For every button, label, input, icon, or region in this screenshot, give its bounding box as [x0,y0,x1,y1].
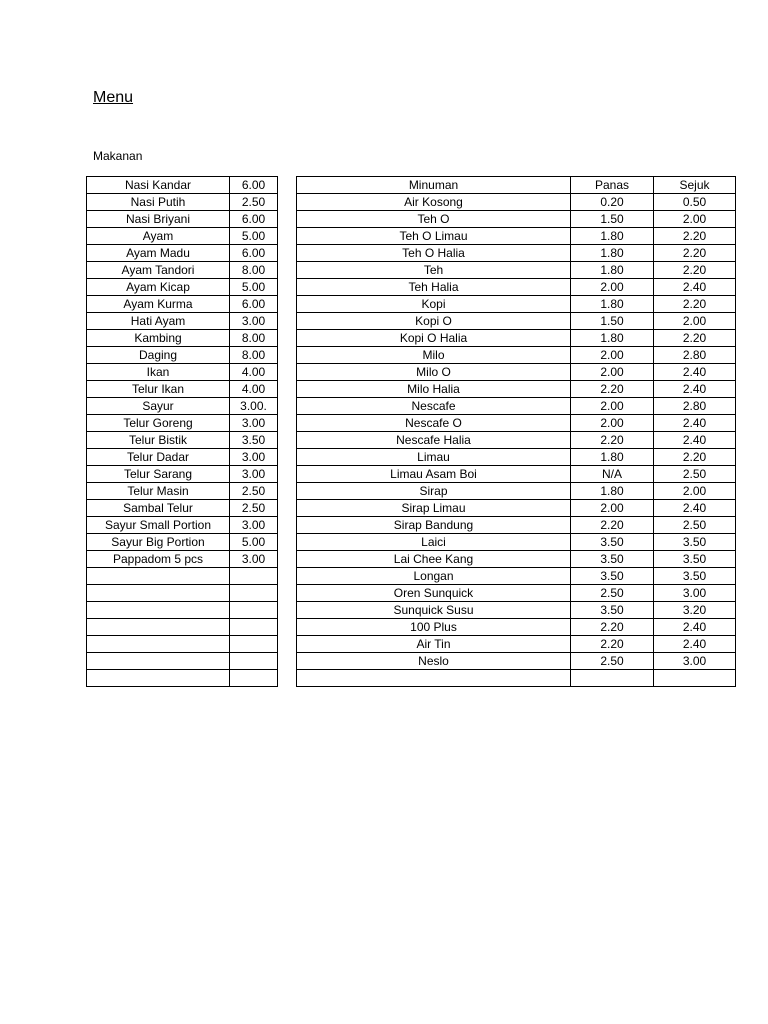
food-price: 6.00 [230,296,278,313]
drink-price-hot [571,670,654,687]
drink-name: Milo [297,347,571,364]
food-name: Daging [87,347,230,364]
drink-name: Teh O [297,211,571,228]
food-price: 3.00 [230,449,278,466]
food-row [87,551,278,568]
drink-price-cold: 2.50 [654,517,736,534]
food-price: 3.00 [230,415,278,432]
drink-row [297,279,736,296]
food-name: Ayam Kurma [87,296,230,313]
section-title-makanan: Makanan [93,149,143,163]
food-price: 6.00 [230,211,278,228]
drink-row [297,432,736,449]
drink-row [297,585,736,602]
food-name: Sayur [87,398,230,415]
drink-name: Sirap [297,483,571,500]
drink-price-cold: 2.20 [654,330,736,347]
drink-name: Laici [297,534,571,551]
food-name: Nasi Briyani [87,211,230,228]
drink-price-cold: 3.00 [654,653,736,670]
food-price: 8.00 [230,262,278,279]
drink-row [297,313,736,330]
food-row [87,262,278,279]
food-row [87,619,278,636]
header-panas: Panas [571,177,654,194]
drink-price-cold: 0.50 [654,194,736,211]
drink-name: Air Kosong [297,194,571,211]
drink-row [297,653,736,670]
drink-price-cold: 2.20 [654,449,736,466]
drink-price-hot: N/A [571,466,654,483]
food-price [230,670,278,687]
food-row [87,602,278,619]
drink-row [297,517,736,534]
drink-price-hot: 1.80 [571,296,654,313]
food-price: 2.50 [230,483,278,500]
drink-price-hot: 1.80 [571,245,654,262]
drink-price-cold: 2.40 [654,619,736,636]
food-row [87,449,278,466]
drink-price-hot: 1.80 [571,262,654,279]
header-sejuk: Sejuk [654,177,736,194]
drink-row [297,415,736,432]
food-name [87,602,230,619]
drink-price-hot: 2.00 [571,415,654,432]
page-title: Menu [93,89,134,106]
food-name: Ayam Kicap [87,279,230,296]
drink-price-hot: 2.00 [571,279,654,296]
food-price: 8.00 [230,330,278,347]
food-name: Telur Ikan [87,381,230,398]
food-row [87,296,278,313]
food-price [230,636,278,653]
drink-row [297,602,736,619]
drink-price-cold: 2.20 [654,228,736,245]
food-name [87,568,230,585]
food-name [87,636,230,653]
drink-name: Teh O Limau [297,228,571,245]
food-price: 3.50 [230,432,278,449]
drink-name: Kopi [297,296,571,313]
drink-price-hot: 1.50 [571,211,654,228]
drink-name: Sunquick Susu [297,602,571,619]
drink-price-hot: 2.20 [571,619,654,636]
food-price [230,653,278,670]
food-name: Sayur Small Portion [87,517,230,534]
drink-price-hot: 1.50 [571,313,654,330]
food-row [87,347,278,364]
food-row [87,432,278,449]
food-price: 6.00 [230,245,278,262]
drink-row [297,364,736,381]
drink-price-cold: 2.50 [654,466,736,483]
food-name: Sayur Big Portion [87,534,230,551]
drink-row [297,636,736,653]
drink-name: Teh [297,262,571,279]
drink-row [297,568,736,585]
drink-price-cold: 2.00 [654,211,736,228]
drink-name: Milo O [297,364,571,381]
drink-price-hot: 3.50 [571,602,654,619]
food-row [87,177,278,194]
food-name: Pappadom 5 pcs [87,551,230,568]
drink-row [297,534,736,551]
drink-price-cold: 2.40 [654,500,736,517]
food-price: 3.00 [230,466,278,483]
food-name: Ayam Madu [87,245,230,262]
food-price: 3.00 [230,313,278,330]
food-price: 8.00 [230,347,278,364]
drink-row [297,228,736,245]
food-name: Nasi Kandar [87,177,230,194]
drink-price-cold: 3.50 [654,568,736,585]
food-row [87,415,278,432]
food-price [230,602,278,619]
drink-price-cold: 2.20 [654,262,736,279]
food-name: Telur Dadar [87,449,230,466]
drink-name: Limau [297,449,571,466]
drink-price-hot: 1.80 [571,483,654,500]
drink-row [297,398,736,415]
drink-price-cold: 2.40 [654,636,736,653]
drink-price-hot: 2.50 [571,653,654,670]
food-row [87,330,278,347]
drink-price-cold: 2.80 [654,398,736,415]
food-table [86,176,278,687]
drink-name: Sirap Bandung [297,517,571,534]
drink-price-hot: 1.80 [571,330,654,347]
drink-price-cold: 2.40 [654,279,736,296]
food-price: 4.00 [230,381,278,398]
food-row [87,228,278,245]
food-row [87,398,278,415]
drink-row [297,670,736,687]
drink-price-hot: 2.00 [571,347,654,364]
drink-price-hot: 1.80 [571,449,654,466]
food-price: 2.50 [230,500,278,517]
drink-price-cold: 3.20 [654,602,736,619]
food-price [230,585,278,602]
food-price: 5.00 [230,228,278,245]
drink-row [297,500,736,517]
food-row [87,194,278,211]
drink-price-cold: 2.40 [654,381,736,398]
drink-name: Limau Asam Boi [297,466,571,483]
food-row [87,245,278,262]
food-price: 2.50 [230,194,278,211]
drink-row [297,483,736,500]
drink-price-cold: 2.00 [654,313,736,330]
food-row [87,653,278,670]
food-row [87,517,278,534]
drink-price-hot: 2.50 [571,585,654,602]
drink-row [297,551,736,568]
food-name [87,619,230,636]
drink-name: Milo Halia [297,381,571,398]
drink-row [297,296,736,313]
food-name: Hati Ayam [87,313,230,330]
drinks-header-row [297,177,736,194]
drink-price-cold: 2.00 [654,483,736,500]
drink-price-cold: 2.40 [654,415,736,432]
food-name: Telur Goreng [87,415,230,432]
drink-price-cold: 2.20 [654,245,736,262]
drink-price-hot: 3.50 [571,551,654,568]
food-row [87,500,278,517]
drink-price-cold: 2.80 [654,347,736,364]
drink-price-hot: 2.20 [571,381,654,398]
drink-price-cold: 2.20 [654,296,736,313]
food-name: Ikan [87,364,230,381]
drink-name: Nescafe Halia [297,432,571,449]
header-minuman: Minuman [297,177,571,194]
drink-row [297,449,736,466]
drink-row [297,245,736,262]
drink-price-hot: 3.50 [571,568,654,585]
food-price: 3.00. [230,398,278,415]
drink-row [297,194,736,211]
drink-price-cold: 2.40 [654,364,736,381]
food-row [87,313,278,330]
drink-price-hot: 0.20 [571,194,654,211]
drink-name: Nescafe [297,398,571,415]
drink-name: Kopi O [297,313,571,330]
food-price [230,619,278,636]
food-row [87,534,278,551]
drink-row [297,211,736,228]
drink-row [297,262,736,279]
food-name [87,653,230,670]
drink-price-cold: 3.50 [654,551,736,568]
drink-price-hot: 2.00 [571,500,654,517]
drink-price-cold [654,670,736,687]
drinks-table [296,176,736,687]
drink-name: Sirap Limau [297,500,571,517]
drink-price-cold: 3.50 [654,534,736,551]
drink-price-cold: 2.40 [654,432,736,449]
food-price: 5.00 [230,279,278,296]
food-price: 3.00 [230,551,278,568]
drink-name: Lai Chee Kang [297,551,571,568]
food-row [87,381,278,398]
drink-name: Longan [297,568,571,585]
food-name: Telur Sarang [87,466,230,483]
drink-name: Kopi O Halia [297,330,571,347]
drink-price-hot: 2.20 [571,517,654,534]
food-name [87,670,230,687]
drink-price-hot: 2.20 [571,432,654,449]
food-row [87,568,278,585]
food-row [87,279,278,296]
food-name: Kambing [87,330,230,347]
drink-name [297,670,571,687]
drink-name: Air Tin [297,636,571,653]
food-row [87,670,278,687]
drink-row [297,466,736,483]
food-name: Sambal Telur [87,500,230,517]
food-row [87,483,278,500]
drink-price-hot: 3.50 [571,534,654,551]
food-name: Telur Masin [87,483,230,500]
food-price: 5.00 [230,534,278,551]
food-name: Ayam [87,228,230,245]
drink-price-hot: 2.00 [571,398,654,415]
drink-price-hot: 2.00 [571,364,654,381]
food-price [230,568,278,585]
food-row [87,585,278,602]
food-row [87,364,278,381]
food-name: Nasi Putih [87,194,230,211]
food-name [87,585,230,602]
food-name: Ayam Tandori [87,262,230,279]
food-row [87,466,278,483]
drink-name: Teh Halia [297,279,571,296]
drink-row [297,347,736,364]
food-price: 6.00 [230,177,278,194]
drink-row [297,619,736,636]
food-row [87,211,278,228]
drink-name: Nescafe O [297,415,571,432]
food-row [87,636,278,653]
drink-name: 100 Plus [297,619,571,636]
food-price: 4.00 [230,364,278,381]
food-price: 3.00 [230,517,278,534]
drink-name: Teh O Halia [297,245,571,262]
drink-row [297,330,736,347]
drink-name: Neslo [297,653,571,670]
drink-price-hot: 2.20 [571,636,654,653]
food-name: Telur Bistik [87,432,230,449]
drink-row [297,381,736,398]
drink-price-hot: 1.80 [571,228,654,245]
drink-name: Oren Sunquick [297,585,571,602]
drink-price-cold: 3.00 [654,585,736,602]
